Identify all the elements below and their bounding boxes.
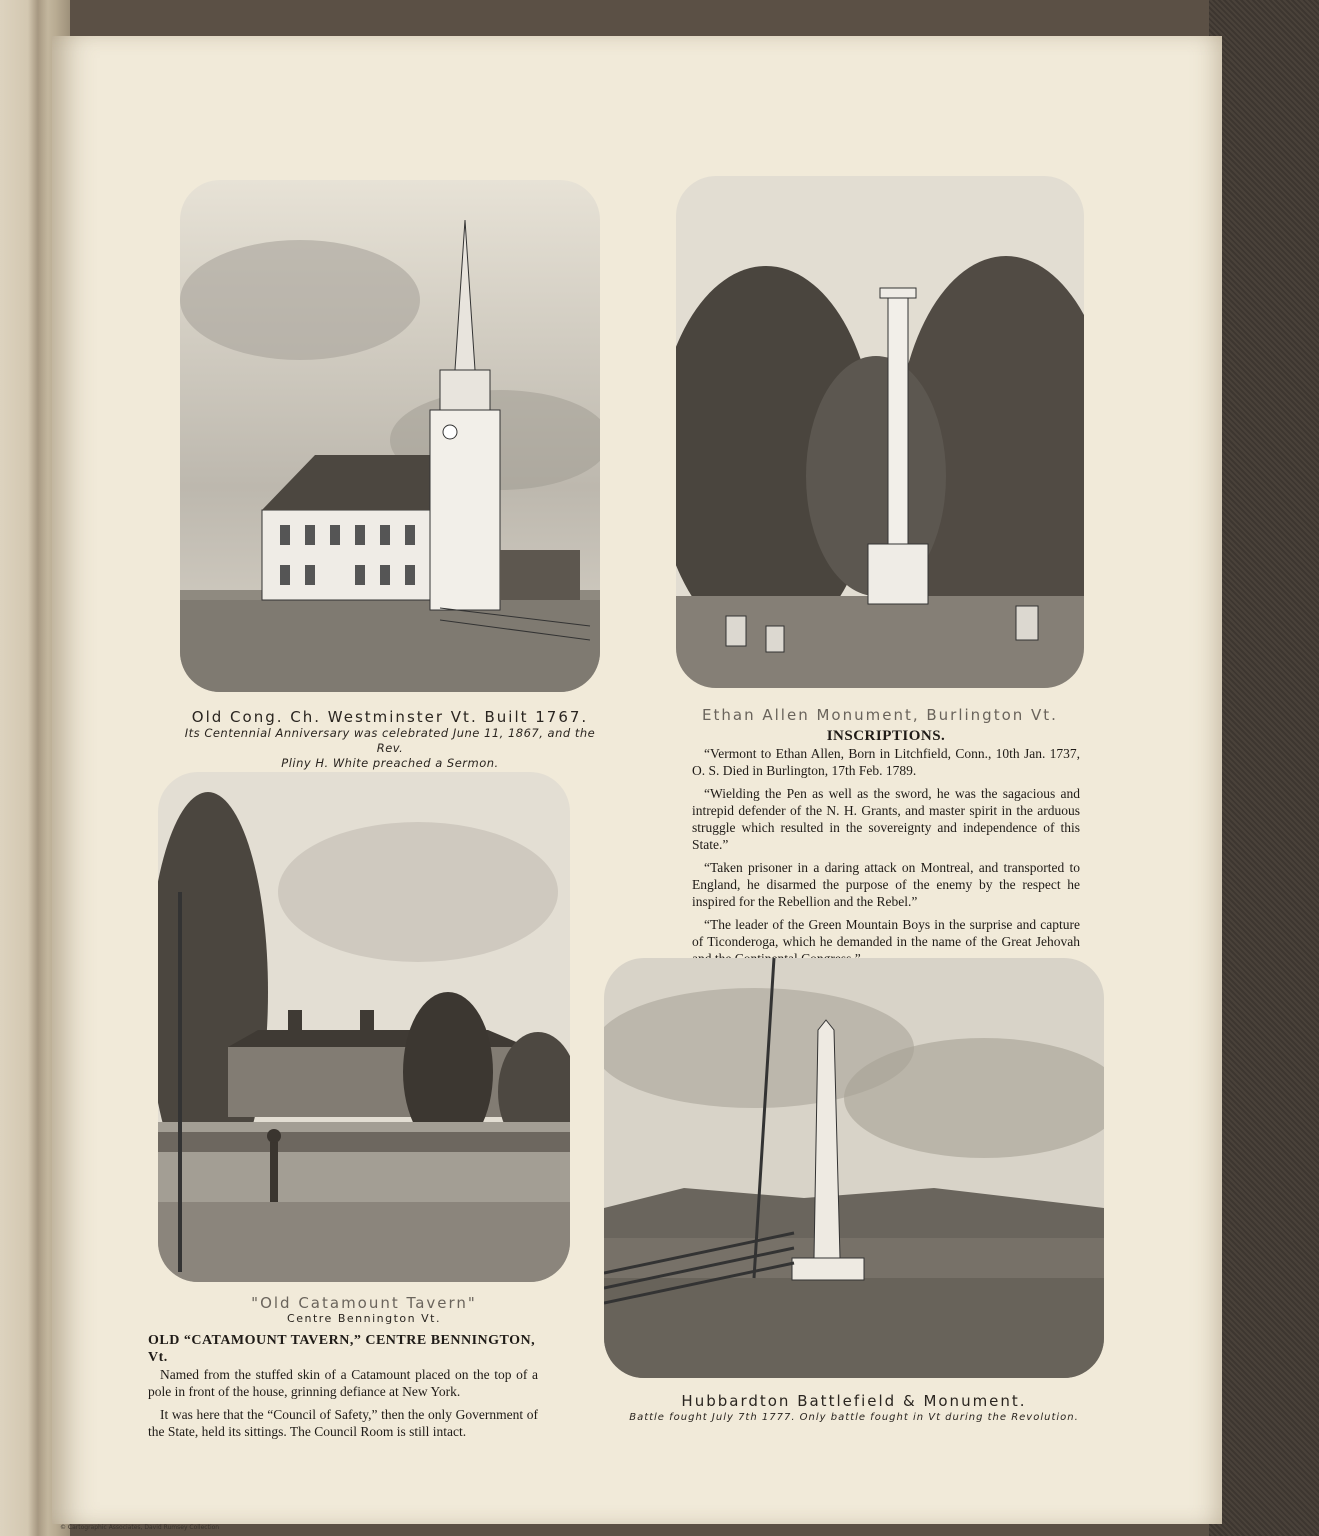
hubbardton-caption-title: Hubbardton Battlefield & Monument. (681, 1392, 1027, 1410)
inscription-paragraph: “Taken prisoner in a daring attack on Montreal, and transported to England, he disarmed the purpose of the enemy by the respect he inspired for the Rebellion and the Rebel.” (692, 860, 1080, 909)
tavern-caption-subtitle: Centre Bennington Vt. (287, 1312, 441, 1325)
church-caption-line2: Pliny H. White preached a Sermon. (281, 756, 499, 770)
ethan-allen-monument-illustration (676, 176, 1084, 688)
book-cover-right (1209, 0, 1319, 1536)
atlas-page (52, 36, 1222, 1524)
tavern-caption-title: "Old Catamount Tavern" (251, 1294, 477, 1312)
binding-fold (28, 0, 48, 1536)
church-caption-line1: Its Centennial Anniversary was celebrated June 11, 1867, and the Rev. (184, 726, 596, 755)
catamount-tavern-illustration (158, 772, 570, 1282)
tavern-paragraph: Named from the stuffed skin of a Catamount placed on the top of a pole in front of the house, grinning defiance at New York. (148, 1367, 538, 1399)
inscriptions-heading: INSCRIPTIONS. (826, 728, 946, 744)
tavern-paragraph: It was here that the “Council of Safety,” then the only Government of the State, held its sittings. The Council Room is still intact. (148, 1407, 538, 1439)
church-illustration (180, 180, 600, 692)
tavern-description (148, 1332, 538, 1446)
inscription-paragraph: “The leader of the Green Mountain Boys in the surprise and capture of Ticonderoga, which he demanded in the name of the Great Jehovah (692, 917, 1080, 949)
ethan-inscriptions (692, 728, 1080, 973)
church-caption-title: Old Cong. Ch. Westminster Vt. Built 1767. (191, 708, 589, 726)
hubbardton-caption-subtitle: Battle fought July 7th 1777. Only battle fought in Vt during the Revolution. (629, 1412, 1079, 1423)
inscription-paragraph: “Vermont to Ethan Allen, Born in Litchfield, Conn., 10th Jan. 1737, O. S. Died in Burlington, 17th Feb. 1789. (692, 746, 1080, 778)
collection-credit: © Cartographic Associates, David Rumsey Collection (60, 1524, 220, 1531)
inscription-paragraph: “Wielding the Pen as well as the sword, he was the sagacious and intrepid defender of the N. H. Grants, and master spirit in the arduous struggle which resulted in the sovereignty and independence of this State.” (692, 786, 1080, 852)
ethan-caption-title: Ethan Allen Monument, Burlington Vt. (702, 706, 1058, 724)
tavern-heading: OLD “CATAMOUNT TAVERN,” CENTRE BENNINGTON, Vt. (148, 1333, 536, 1365)
hubbardton-battlefield-illustration (604, 958, 1104, 1378)
